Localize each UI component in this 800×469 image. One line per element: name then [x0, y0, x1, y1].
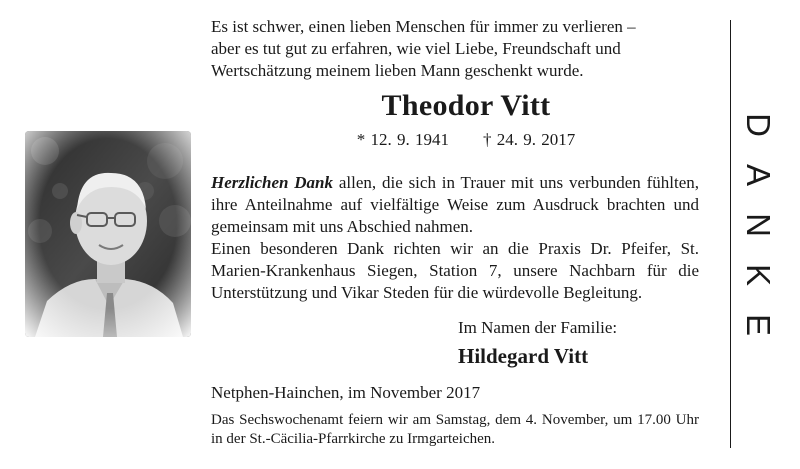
- side-letter: D: [740, 113, 777, 137]
- vertical-divider: [730, 20, 731, 448]
- intro-line: Wertschätzung meinem lieben Mann geschenkt wurde.: [211, 61, 584, 80]
- side-letter: A: [740, 163, 777, 186]
- thanks-lead: Herzlichen Dank: [211, 173, 334, 192]
- deceased-name: Theodor Vitt: [381, 89, 551, 122]
- intro-text: [211, 16, 721, 82]
- birth-date: * 12. 9. 1941: [356, 130, 449, 149]
- service-note: Das Sechswochenamt feiern wir am Samstag, dem 4. November, um 17.00 Uhr in der St.-Cäcilia-Pfarrkirche zu Irmgarteichen.: [211, 412, 699, 447]
- thanks-text: allen, die sich in Trauer mit uns verbunden fühlten, ihre Anteilnahme auf vielfältige Weise zum Ausdruck brachten und gemeinsam mit uns Abschied nahmen.: [211, 173, 699, 236]
- life-dates: [211, 130, 721, 150]
- death-date: † 24. 9. 2017: [483, 130, 576, 149]
- thanks-paragraph: [211, 172, 699, 238]
- side-word-danke: [738, 100, 778, 350]
- signer-name: Hildegard Vitt: [458, 344, 589, 368]
- portrait-image: [25, 131, 191, 337]
- side-letter: E: [740, 313, 777, 336]
- special-thanks-paragraph: Einen besonderen Dank richten wir an die Praxis Dr. Pfeifer, St. Marien-Krankenhaus Siegen, Station 7, unsere Nachbarn für die Unterstützung und Vikar Steden für die würdevolle Begleitung.: [211, 239, 699, 302]
- portrait-photo: [25, 131, 191, 337]
- intro-line: Es ist schwer, einen lieben Menschen für immer zu verlieren –: [211, 17, 636, 36]
- side-letter: K: [740, 263, 777, 286]
- side-letter: N: [740, 213, 777, 237]
- intro-line: aber es tut gut zu erfahren, wie viel Liebe, Freundschaft und: [211, 39, 621, 58]
- place-date: Netphen-Hainchen, im November 2017: [211, 383, 481, 402]
- signoff-label: Im Namen der Familie:: [458, 318, 618, 337]
